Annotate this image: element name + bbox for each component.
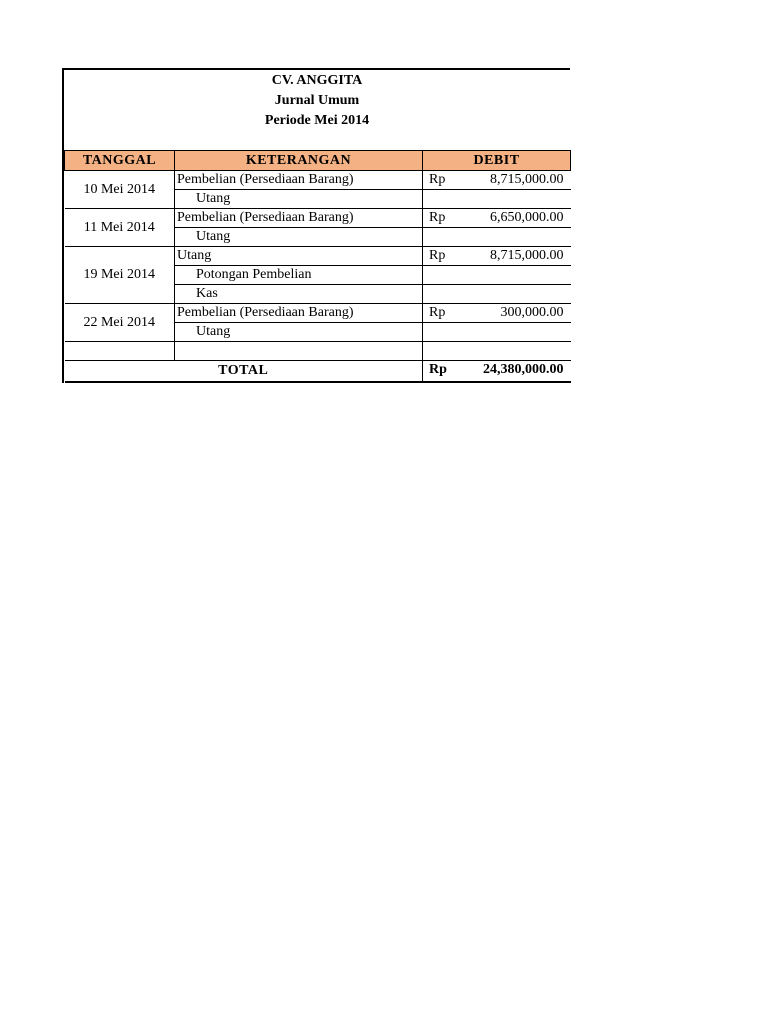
entry-date: 22 Mei 2014 (65, 304, 175, 342)
report-header (64, 70, 570, 150)
blank-cell (423, 342, 571, 361)
journal-sheet (62, 68, 570, 383)
entry-description: Pembelian (Persediaan Barang) (175, 209, 423, 228)
entry-debit-cell (423, 247, 571, 266)
entry-currency: Rp (429, 248, 446, 263)
journal-body (65, 171, 571, 361)
entry-date: 10 Mei 2014 (65, 171, 175, 209)
company-name: CV. ANGGITA (271, 73, 363, 88)
entry-description: Utang (175, 247, 423, 266)
blank-cell (65, 342, 175, 361)
entry-description: Pembelian (Persediaan Barang) (175, 171, 423, 190)
entry-debit-cell (423, 266, 571, 285)
column-header-date: TANGGAL (65, 151, 175, 171)
total-currency: Rp (429, 362, 447, 377)
entry-debit-cell (423, 209, 571, 228)
entry-currency: Rp (429, 305, 446, 320)
report-period: Periode Mei 2014 (264, 113, 370, 128)
entry-description: Utang (175, 323, 423, 342)
entry-currency: Rp (429, 172, 446, 187)
table-row (65, 171, 571, 190)
entry-currency: Rp (429, 210, 446, 225)
column-header-debit: DEBIT (423, 151, 571, 171)
entry-date: 11 Mei 2014 (65, 209, 175, 247)
table-row (65, 304, 571, 323)
blank-cell (175, 342, 423, 361)
entry-debit-cell (423, 228, 571, 247)
entry-debit-value: 6,650,000.00 (490, 210, 564, 225)
total-row (65, 361, 571, 383)
report-title: Jurnal Umum (274, 93, 360, 108)
entry-date: 19 Mei 2014 (65, 247, 175, 304)
entry-description: Utang (175, 190, 423, 209)
entry-description: Potongan Pembelian (175, 266, 423, 285)
journal-table (64, 150, 571, 383)
entry-description: Pembelian (Persediaan Barang) (175, 304, 423, 323)
column-header-description: KETERANGAN (175, 151, 423, 171)
entry-debit-cell (423, 304, 571, 323)
entry-debit-cell (423, 323, 571, 342)
table-row (65, 247, 571, 266)
table-row (65, 209, 571, 228)
entry-debit-value: 8,715,000.00 (490, 172, 564, 187)
entry-debit-cell (423, 171, 571, 190)
entry-debit-value: 300,000.00 (500, 305, 564, 320)
table-header-row (65, 151, 571, 171)
entry-description: Kas (175, 285, 423, 304)
entry-debit-value: 8,715,000.00 (490, 248, 564, 263)
entry-debit-cell (423, 190, 571, 209)
total-value: 24,380,000.00 (483, 362, 564, 377)
blank-row (65, 342, 571, 361)
entry-description: Utang (175, 228, 423, 247)
total-label: TOTAL (65, 361, 423, 383)
entry-debit-cell (423, 285, 571, 304)
total-amount (423, 361, 571, 383)
